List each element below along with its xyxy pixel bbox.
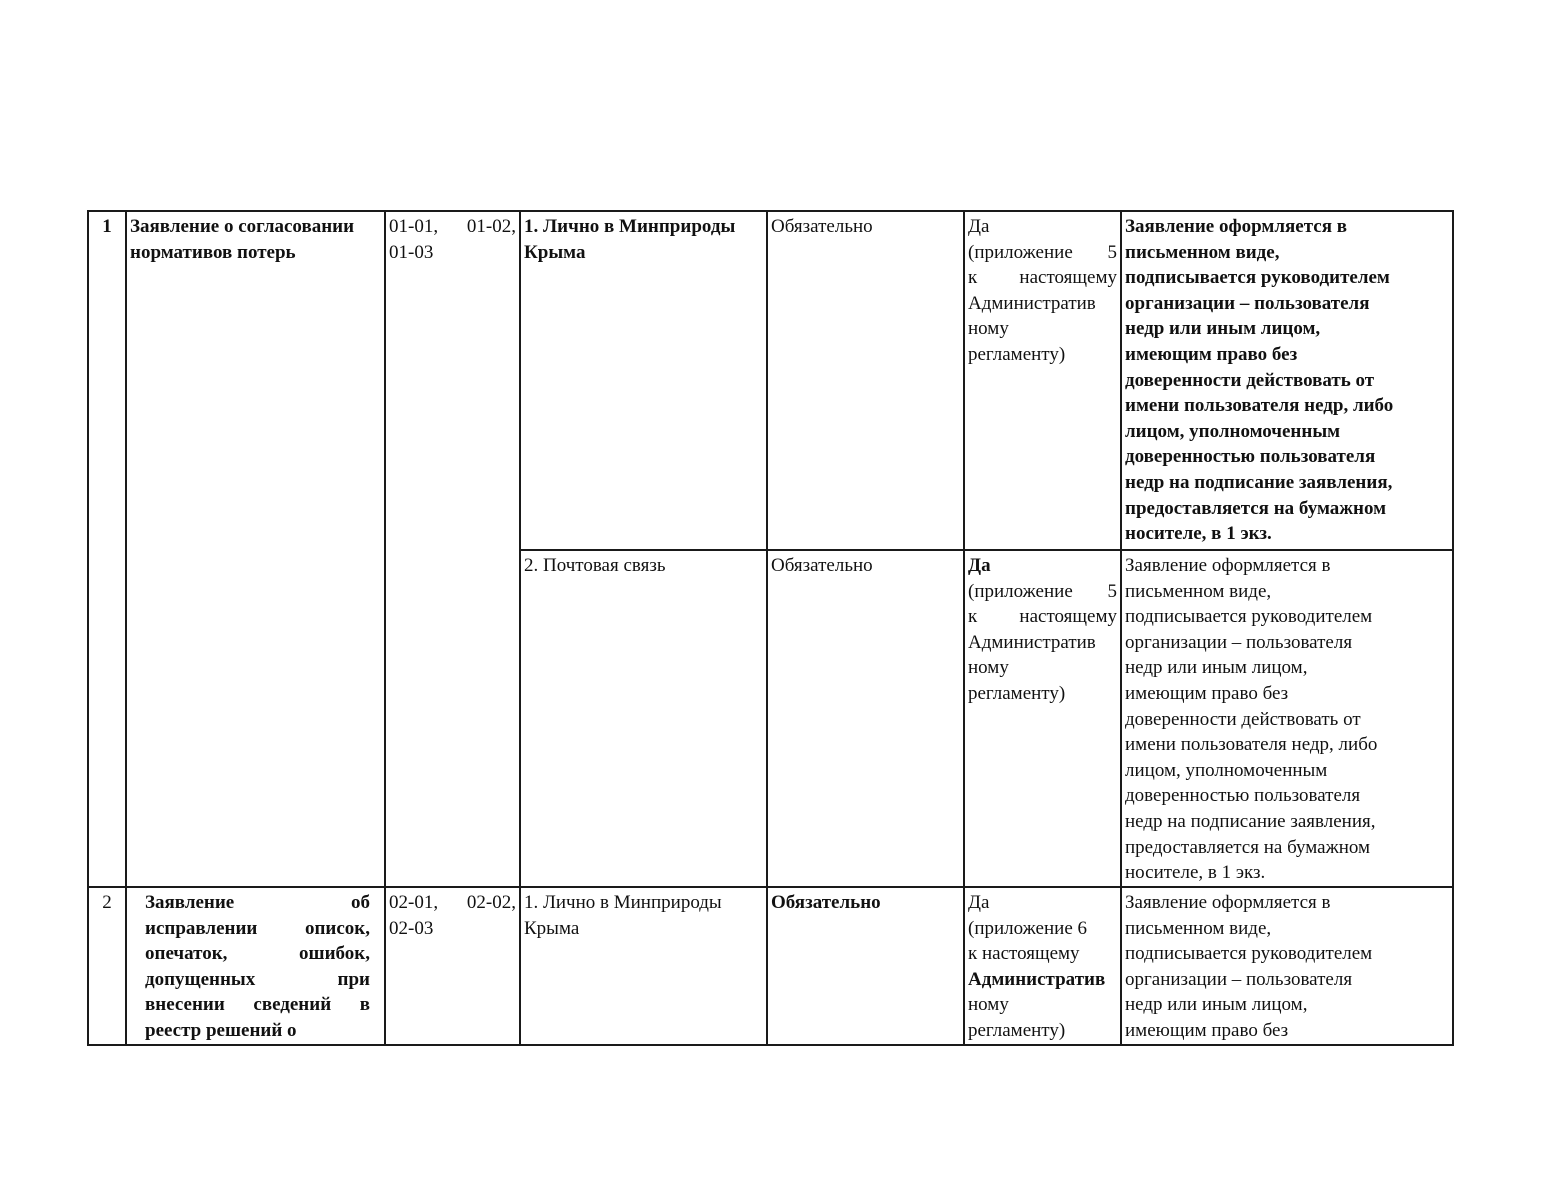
template-ref-line: Административ <box>968 292 1096 314</box>
required-flag: Обязательно <box>767 211 964 550</box>
template-ref-line: ному <box>968 657 1009 679</box>
template-answer: Да <box>968 892 990 913</box>
template-ref-line: (приложение 6 <box>968 917 1088 939</box>
required-flag: Обязательно <box>767 887 964 1045</box>
row-number: 2 <box>88 887 126 1045</box>
document-codes: 01-01, 01-02, 01-03 <box>385 211 520 887</box>
template-ref-line: регламенту) <box>968 682 1066 704</box>
submission-method: 1. Лично в Минприроды Крыма <box>520 887 767 1045</box>
template-ref-line: регламенту) <box>968 1019 1066 1041</box>
requirements-note: Заявление оформляется в письменном виде, подписывается руководителем организации – пользователя недр или иным лицом, имеющим право без доверенности действовать от имени пользователя недр, либо лицом, уполномоченным доверенностью пользователя недр на подписание заявления, предоставляется на бумажном носителе, в 1 экз. <box>1121 550 1453 887</box>
template-cell <box>964 550 1121 887</box>
template-cell <box>964 211 1121 550</box>
document-name: Заявление об исправлении описок, опечаток, ошибок, допущенных при внесении сведений в реестр решений о <box>126 887 385 1045</box>
template-ref-line: регламенту) <box>968 343 1066 365</box>
requirements-note: Заявление оформляется в письменном виде, подписывается руководителем организации – пользователя недр или иным лицом, имеющим право без доверенности действовать от имени пользователя недр, либо лицом, уполномоченным доверенностью пользователя недр на подписание заявления, предоставляется на бумажном носителе, в 1 экз. <box>1121 211 1453 550</box>
document-name: Заявление о согласовании нормативов потерь <box>126 211 385 887</box>
template-answer: Да <box>968 216 990 237</box>
template-cell <box>964 887 1121 1045</box>
table-row <box>88 211 1453 550</box>
document-codes: 02-01, 02-02, 02-03 <box>385 887 520 1045</box>
table-row <box>88 887 1453 1045</box>
documents-table <box>87 210 1454 1046</box>
submission-method: 1. Лично в Минприроды Крыма <box>520 211 767 550</box>
submission-method: 2. Почтовая связь <box>520 550 767 887</box>
template-ref-line: к настоящему <box>968 606 1117 628</box>
template-ref-line: (приложение 5 <box>968 241 1117 263</box>
template-ref-line: Административ <box>968 631 1096 653</box>
template-ref-line: к настоящему <box>968 267 1117 289</box>
template-ref-line: Административ <box>968 968 1106 990</box>
template-answer: Да <box>968 555 991 576</box>
row-number: 1 <box>88 211 126 887</box>
requirements-note: Заявление оформляется в письменном виде, подписывается руководителем организации – пользователя недр или иным лицом, имеющим право без <box>1121 887 1453 1045</box>
template-ref-line: ному <box>968 994 1009 1016</box>
required-flag: Обязательно <box>767 550 964 887</box>
template-ref-line: (приложение 5 <box>968 580 1117 602</box>
template-ref-line: к настоящему <box>968 943 1080 965</box>
template-ref-line: ному <box>968 318 1009 340</box>
